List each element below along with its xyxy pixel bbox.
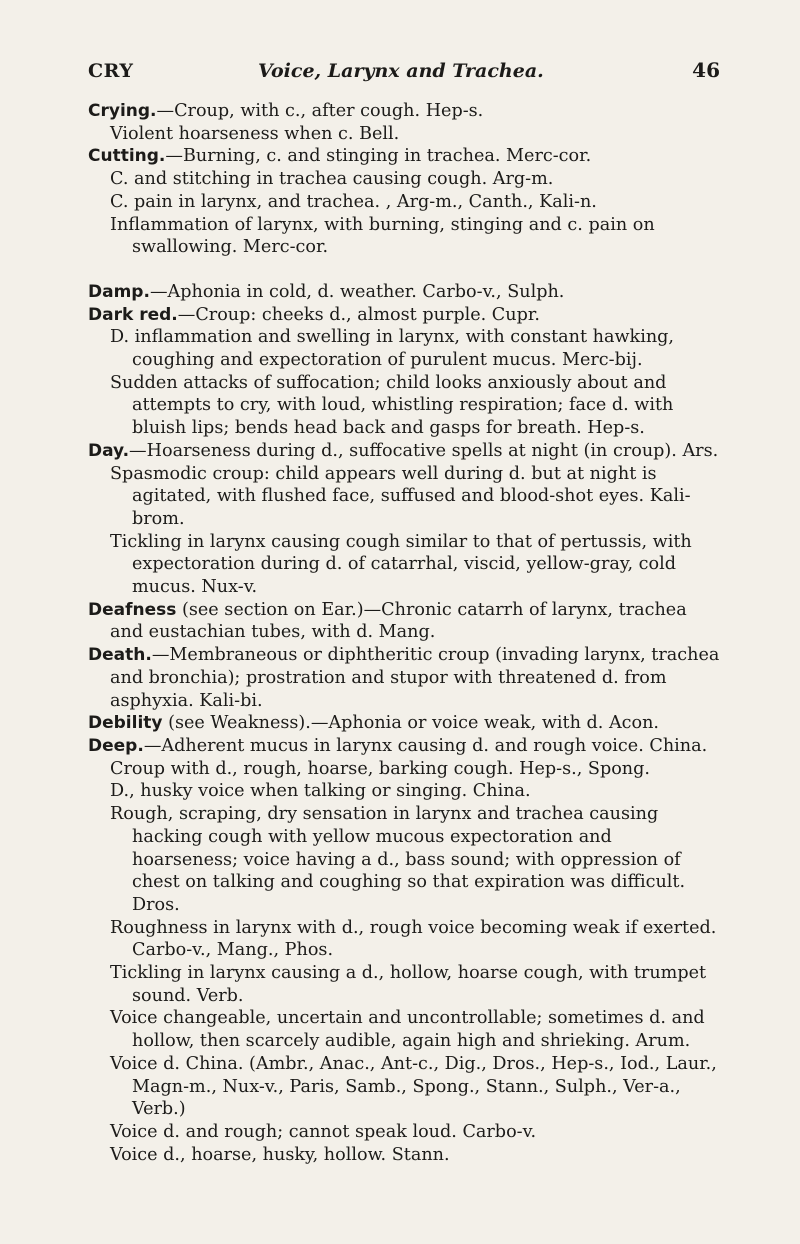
entry-text: Voice d., hoarse, husky, hollow. Stann. <box>110 1144 450 1165</box>
page-number: 46 <box>692 58 720 82</box>
entry-line <box>88 168 720 191</box>
entry-line <box>88 962 720 1007</box>
entry-keyword: Deafness <box>88 599 177 620</box>
entry-text: —Burning, c. and stinging in trachea. Merc-cor. <box>165 146 592 167</box>
entry-line <box>88 917 720 962</box>
entry-keyword: Debility <box>88 713 163 734</box>
entry-text: Violent hoarseness when c. Bell. <box>110 123 400 144</box>
entry-keyword: Day. <box>88 440 130 461</box>
entry-text: Tickling in larynx causing a d., hollow, hoarse cough, with trumpet sound. Verb. <box>110 963 707 1006</box>
entry-line <box>88 463 720 531</box>
entry-line <box>88 1007 720 1052</box>
header-keyword: CRY <box>88 60 134 82</box>
entry-text: —Adherent mucus in larynx causing d. and rough voice. China. <box>143 735 708 756</box>
entry-line <box>88 780 720 803</box>
entry-cutting <box>88 145 720 168</box>
entry-text: Rough, scraping, dry sensation in larynx and trachea causing hacking cough with yellow mucous expectoration and hoarseness; voice having a d., bass sound; with oppression of chest on talking and coughing so that expiration was difficult. Dros. <box>110 804 686 915</box>
entry-text: —Hoarseness during d., suffocative spells at night (in croup). Ars. <box>129 440 719 461</box>
entry-text: (see section on Ear.)—Chronic catarrh of larynx, trachea and eustachian tubes, with d. Mang. <box>110 599 687 643</box>
entry-line <box>88 531 720 599</box>
entry-text: D., husky voice when talking or singing. China. <box>110 781 531 802</box>
entry-line <box>88 214 720 259</box>
entry-keyword: Deep. <box>88 735 144 756</box>
entry-line <box>88 191 720 214</box>
entry-text: C. pain in larynx, and trachea. , Arg-m., Canth., Kali-n. <box>110 191 597 212</box>
repertory-text <box>88 100 720 1166</box>
entry-deafness <box>88 599 720 644</box>
entry-text: —Aphonia in cold, d. weather. Carbo-v., Sulph. <box>149 281 565 302</box>
entry-dark-red <box>88 304 720 327</box>
entry-text: Inflammation of larynx, with burning, stinging and c. pain on swallowing. Merc-cor. <box>110 214 655 258</box>
entry-text: Croup with d., rough, hoarse, barking cough. Hep-s., Spong. <box>110 758 650 779</box>
entry-keyword: Damp. <box>88 281 150 302</box>
entry-line <box>88 1144 720 1167</box>
entry-line <box>88 1053 720 1121</box>
header-section-title: Voice, Larynx and Trachea. <box>258 60 544 82</box>
entry-deep <box>88 735 720 758</box>
entry-text: D. inflammation and swelling in larynx, with constant hawking, coughing and expectoration of purulent mucus. Merc-bij. <box>110 327 675 371</box>
entry-text: Sudden attacks of suffocation; child looks anxiously about and attempts to cry, with loud, whistling respiration; face d. with bluish lips; bends head back and gasps for breath. Hep-s. <box>110 372 674 439</box>
entry-keyword: Dark red. <box>88 304 178 325</box>
entry-damp <box>88 281 720 304</box>
entry-text: Voice changeable, uncertain and uncontrollable; sometimes d. and hollow, then scarcely audible, again high and shrieking. Arum. <box>110 1008 705 1052</box>
entry-day <box>88 440 720 463</box>
entry-keyword: Crying. <box>88 101 157 121</box>
entry-keyword: Death. <box>88 645 152 666</box>
entry-line <box>88 326 720 371</box>
entry-line <box>88 123 720 146</box>
entry-text: Spasmodic croup: child appears well during d. but at night is agitated, with flushed face, suffused and blood-shot eyes. Kali-brom. <box>110 463 691 529</box>
entry-debility <box>88 712 720 735</box>
entry-line <box>88 1121 720 1144</box>
entry-text: Tickling in larynx causing cough similar to that of pertussis, with expectoration during d. of catarrhal, viscid, yellow-gray, cold mucus. Nux-v. <box>110 531 692 598</box>
entry-death <box>88 644 720 712</box>
entry-text: Voice d. China. (Ambr., Anac., Ant-c., Dig., Dros., Hep-s., Iod., Laur., Magn-m., Nux-v., Paris, Samb., Spong., Stann., Sulph., Ver-a., Verb.) <box>110 1053 717 1120</box>
entry-keyword: Cutting. <box>88 146 166 167</box>
entry-crying <box>88 100 720 123</box>
running-head <box>88 60 720 86</box>
entry-text: Voice d. and rough; cannot speak loud. Carbo-v. <box>110 1121 537 1142</box>
entry-text: —Membraneous or diphtheritic croup (invading larynx, trachea and bronchia); prostration and stupor with threatened d. from asphyxia. Kali-bi. <box>110 645 720 711</box>
entry-text: —Croup: cheeks d., almost purple. Cupr. <box>177 304 540 325</box>
entry-text: C. and stitching in trachea causing cough. Arg-m. <box>110 169 554 190</box>
entry-text: —Croup, with c., after cough. Hep-s. <box>156 101 484 121</box>
entry-line <box>88 372 720 440</box>
entry-text: (see Weakness).—Aphonia or voice weak, with d. Acon. <box>162 713 660 734</box>
entry-line <box>88 803 720 917</box>
entry-line <box>88 758 720 781</box>
entry-text: Roughness in larynx with d., rough voice becoming weak if exerted. Carbo-v., Mang., Phos. <box>110 917 717 961</box>
